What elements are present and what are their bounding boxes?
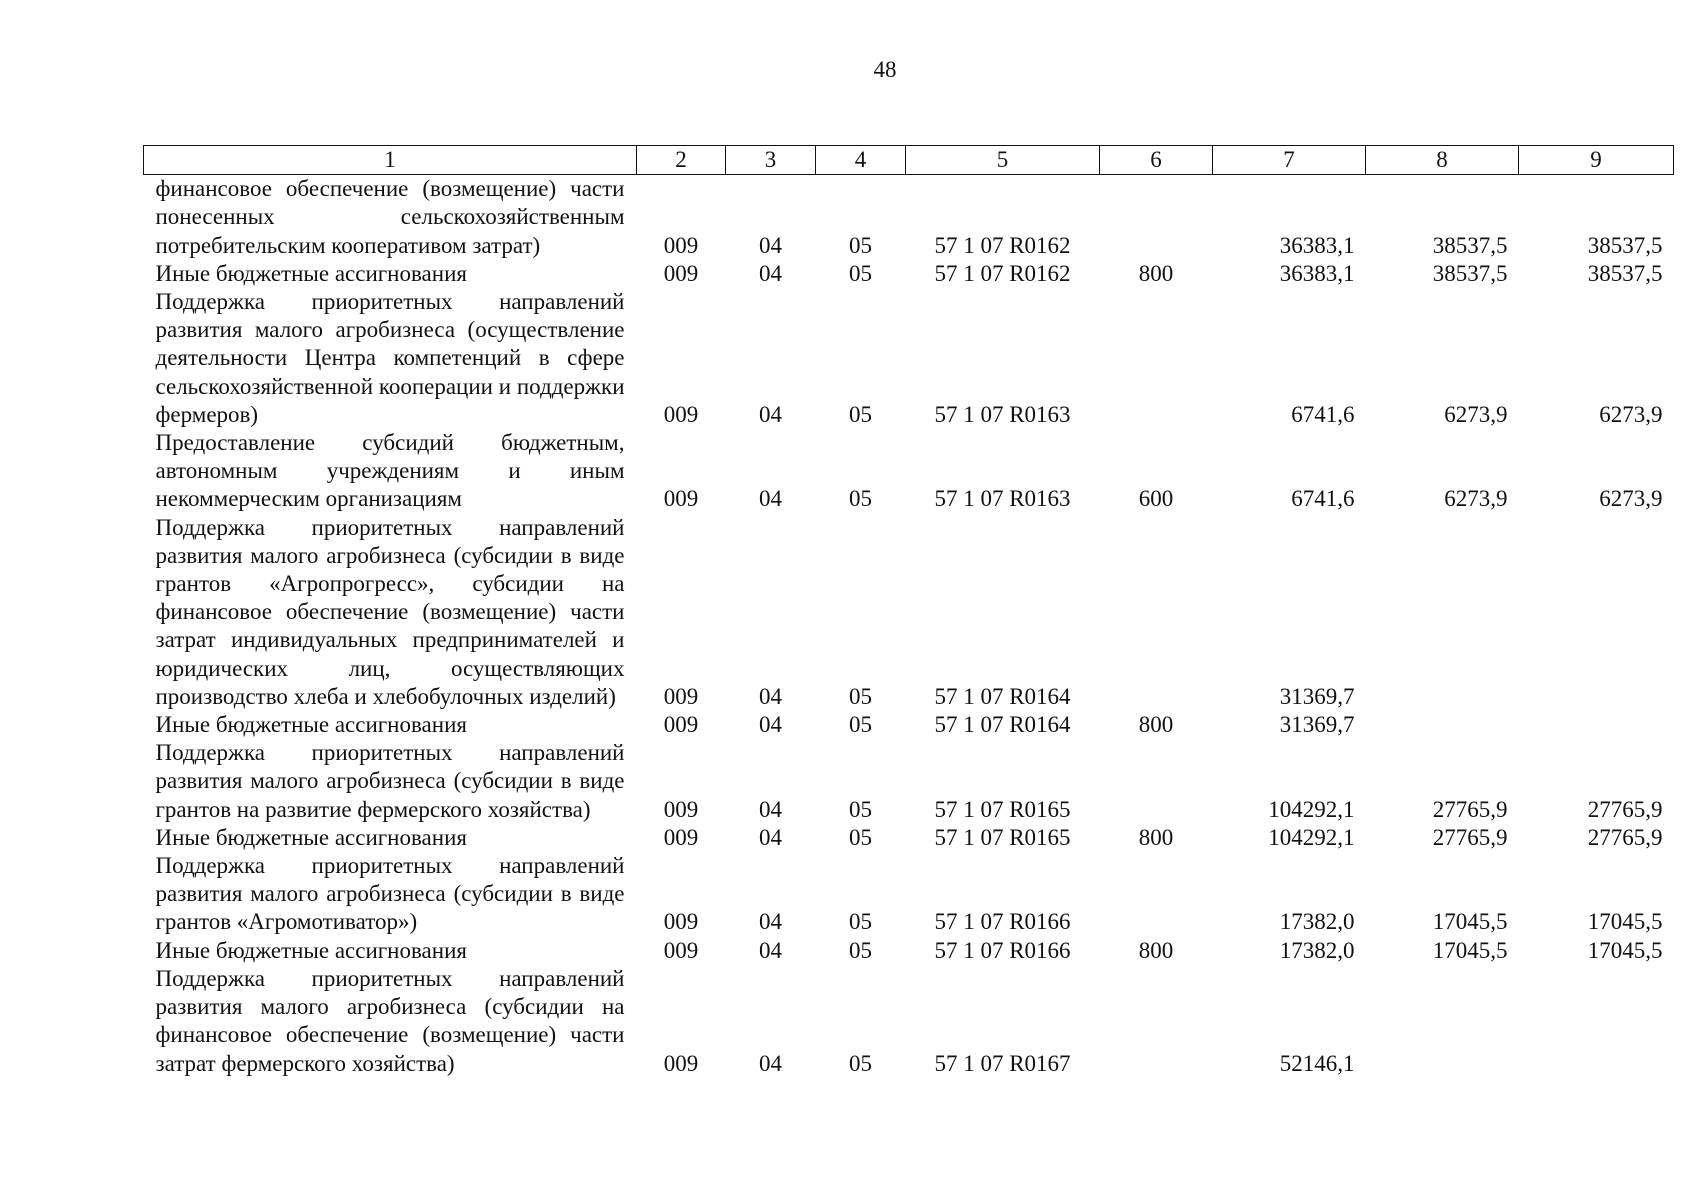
cell-amount-2: 6273,9 — [1444, 486, 1508, 512]
cell-ministry: 009 — [663, 937, 699, 963]
cell-amount-2: 27765,9 — [1432, 796, 1508, 822]
table-row — [144, 937, 1674, 965]
cell-amount-2: 27765,9 — [1432, 824, 1508, 850]
cell-target-article: 57 1 07 R0162 — [934, 260, 1071, 286]
cell-ministry: 009 — [663, 683, 699, 709]
cell-amount-2: 38537,5 — [1432, 232, 1508, 258]
cell-amount-3: 38537,5 — [1587, 232, 1663, 258]
cell-subsection: 05 — [849, 232, 872, 258]
cell-target-article: 57 1 07 R0165 — [934, 796, 1071, 822]
header-cell-3: 3 — [726, 146, 816, 175]
cell-subsection: 05 — [849, 937, 872, 963]
cell-expense-type — [1100, 288, 1213, 429]
cell-amount-2: 17045,5 — [1432, 937, 1508, 963]
cell-ministry: 009 — [663, 712, 699, 738]
cell-subsection: 05 — [849, 260, 872, 286]
cell-amount-1: 31369,7 — [1279, 712, 1355, 738]
cell-amount-1: 17382,0 — [1279, 909, 1355, 935]
cell-subsection: 05 — [849, 824, 872, 850]
row-name: Иные бюджетные ассигнования — [155, 712, 467, 738]
cell-subsection: 05 — [849, 712, 872, 738]
cell-section: 04 — [759, 260, 782, 286]
cell-ministry: 009 — [663, 232, 699, 258]
cell-target-article: 57 1 07 R0166 — [934, 937, 1071, 963]
cell-amount-1: 104292,1 — [1268, 824, 1355, 850]
cell-amount-2 — [1366, 965, 1519, 1078]
cell-subsection: 05 — [849, 796, 872, 822]
header-cell-4: 4 — [816, 146, 906, 175]
cell-amount-1: 6741,6 — [1291, 401, 1355, 427]
cell-target-article: 57 1 07 R0166 — [934, 909, 1071, 935]
cell-amount-3: 38537,5 — [1587, 260, 1663, 286]
table-row — [144, 824, 1674, 852]
cell-expense-type — [1100, 514, 1213, 711]
cell-subsection: 05 — [849, 401, 872, 427]
row-name: Поддержка приоритетных направлений развития малого агробизнеса (осуществление деятельности Центра компетенций в сфере сельскохозяйственной кооперации и поддержки фермеров) — [155, 289, 625, 427]
cell-expense-type — [1100, 852, 1213, 937]
cell-target-article: 57 1 07 R0162 — [934, 232, 1071, 258]
cell-ministry: 009 — [663, 401, 699, 427]
header-cell-8: 8 — [1366, 146, 1519, 175]
row-name: Иные бюджетные ассигнования — [155, 824, 467, 850]
cell-section: 04 — [759, 401, 782, 427]
cell-subsection: 05 — [849, 486, 872, 512]
cell-amount-3 — [1519, 965, 1674, 1078]
table-row — [144, 429, 1674, 514]
table-row — [144, 852, 1674, 937]
row-name: Поддержка приоритетных направлений развития малого агробизнеса (субсидии в виде грантов на развитие фермерского хозяйства) — [155, 740, 625, 822]
cell-expense-type: 800 — [1138, 260, 1174, 286]
cell-amount-3: 6273,9 — [1599, 401, 1663, 427]
cell-target-article: 57 1 07 R0164 — [934, 712, 1071, 738]
table-row — [144, 260, 1674, 288]
table-row — [144, 739, 1674, 824]
cell-amount-1: 6741,6 — [1291, 486, 1355, 512]
cell-ministry: 009 — [663, 486, 699, 512]
cell-amount-3: 17045,5 — [1587, 909, 1663, 935]
cell-amount-1: 52146,1 — [1279, 1050, 1355, 1076]
header-cell-7: 7 — [1213, 146, 1366, 175]
row-name: Иные бюджетные ассигнования — [155, 260, 467, 286]
table-row — [144, 514, 1674, 711]
cell-section: 04 — [759, 824, 782, 850]
row-name: финансовое обеспечение (возмещение) части понесенных сельскохозяйственным потребительским кооперативом затрат) — [155, 176, 625, 258]
table-row — [144, 288, 1674, 429]
cell-amount-1: 17382,0 — [1279, 937, 1355, 963]
cell-amount-3: 27765,9 — [1587, 824, 1663, 850]
cell-target-article: 57 1 07 R0165 — [934, 824, 1071, 850]
cell-expense-type — [1100, 175, 1213, 260]
table-header — [144, 146, 1674, 175]
cell-amount-1: 104292,1 — [1268, 796, 1355, 822]
cell-subsection: 05 — [849, 909, 872, 935]
cell-expense-type — [1100, 965, 1213, 1078]
cell-expense-type: 800 — [1138, 824, 1174, 850]
cell-subsection: 05 — [849, 1050, 872, 1076]
header-row — [144, 146, 1674, 175]
header-cell-1: 1 — [144, 146, 637, 175]
cell-amount-3 — [1519, 711, 1674, 739]
cell-amount-2: 6273,9 — [1444, 401, 1508, 427]
cell-amount-3 — [1519, 514, 1674, 711]
cell-section: 04 — [759, 909, 782, 935]
cell-target-article: 57 1 07 R0164 — [934, 683, 1071, 709]
cell-section: 04 — [759, 712, 782, 738]
cell-amount-1: 36383,1 — [1279, 232, 1355, 258]
cell-amount-3: 17045,5 — [1587, 937, 1663, 963]
cell-amount-2 — [1366, 711, 1519, 739]
cell-amount-3: 6273,9 — [1599, 486, 1663, 512]
cell-ministry: 009 — [663, 796, 699, 822]
cell-expense-type: 600 — [1138, 486, 1174, 512]
cell-section: 04 — [759, 232, 782, 258]
cell-expense-type: 800 — [1138, 712, 1174, 738]
cell-subsection: 05 — [849, 683, 872, 709]
cell-amount-2: 38537,5 — [1432, 260, 1508, 286]
row-name: Поддержка приоритетных направлений развития малого агробизнеса (субсидии в виде грантов «Агромотиватор») — [155, 853, 625, 935]
cell-ministry: 009 — [663, 1050, 699, 1076]
table-row — [144, 175, 1674, 260]
cell-ministry: 009 — [663, 260, 699, 286]
cell-ministry: 009 — [663, 824, 699, 850]
cell-amount-3: 27765,9 — [1587, 796, 1663, 822]
row-name: Поддержка приоритетных направлений развития малого агробизнеса (субсидии в виде грантов «Агропрогресс», субсидии на финансовое обеспечение (возмещение) части затрат индивидуальных предпринимателей и юридических лиц, осуществляющих производство хлеба и хлебобулочных изделий) — [155, 514, 625, 709]
row-name: Предоставление субсидий бюджетным, автономным учреждениям и иным некоммерческим организациям — [155, 430, 625, 512]
header-cell-2: 2 — [637, 146, 726, 175]
cell-ministry: 009 — [663, 909, 699, 935]
cell-target-article: 57 1 07 R0163 — [934, 486, 1071, 512]
cell-amount-2: 17045,5 — [1432, 909, 1508, 935]
row-name: Поддержка приоритетных направлений развития малого агробизнеса (субсидии на финансовое обеспечение (возмещение) части затрат фермерского хозяйства) — [155, 965, 625, 1076]
cell-target-article: 57 1 07 R0167 — [934, 1050, 1071, 1076]
table-row — [144, 965, 1674, 1078]
table-row — [144, 711, 1674, 739]
header-cell-9: 9 — [1519, 146, 1674, 175]
header-cell-5: 5 — [906, 146, 1100, 175]
budget-table — [143, 145, 1674, 1078]
cell-section: 04 — [759, 486, 782, 512]
cell-section: 04 — [759, 937, 782, 963]
cell-amount-2 — [1366, 514, 1519, 711]
table-body — [144, 175, 1674, 1078]
row-name: Иные бюджетные ассигнования — [155, 937, 467, 963]
cell-section: 04 — [759, 1050, 782, 1076]
cell-target-article: 57 1 07 R0163 — [934, 401, 1071, 427]
header-cell-6: 6 — [1100, 146, 1213, 175]
cell-expense-type: 800 — [1138, 937, 1174, 963]
cell-amount-1: 36383,1 — [1279, 260, 1355, 286]
page-number: 48 — [873, 57, 897, 82]
cell-section: 04 — [759, 683, 782, 709]
cell-section: 04 — [759, 796, 782, 822]
cell-expense-type — [1100, 739, 1213, 824]
cell-amount-1: 31369,7 — [1279, 683, 1355, 709]
